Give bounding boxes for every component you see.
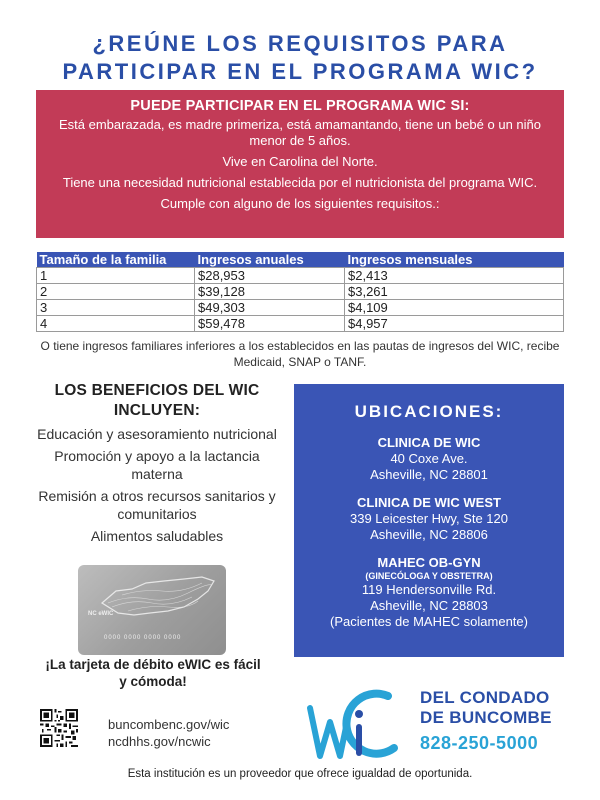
location-entry [294,435,564,483]
eligibility-item: Cumple con alguno de los siguientes requisitos.: [160,196,440,211]
table-cell: $2,413 [345,268,564,284]
locations-heading: UBICACIONES: [354,402,504,421]
benefit-item: Promoción y apoyo a la lactancia materna [54,448,260,482]
income-note: O tiene ingresos familiares inferiores a los establecidos en las pautas de ingresos del WIC, recibe Medicaid, SNAP o TANF. [40,339,560,369]
ewic-card-image [78,565,226,655]
locations-box [294,384,564,657]
eligibility-heading: PUEDE PARTICIPAR EN EL PROGRAMA WIC SI: [130,98,470,114]
location-address: 40 Coxe Ave. [390,451,468,466]
table-cell: $59,478 [195,316,345,332]
location-entry [294,555,564,630]
table-row [37,300,564,316]
eligibility-item: Está embarazada, es madre primeriza, está amamantando, tiene un bebé o un niño menor de 5 años. [58,117,541,148]
table-cell: $4,957 [345,316,564,332]
location-note: (Pacientes de MAHEC solamente) [330,614,528,629]
eligibility-item: Vive en Carolina del Norte. [222,154,378,169]
benefit-item: Remisión a otros recursos sanitarios y comunitarios [38,488,276,522]
benefits-heading: LOS BENEFICIOS DEL WIC INCLUYEN: [54,382,260,419]
phone-number[interactable]: 828-250-5000 [420,733,539,753]
location-name: CLINICA DE WIC WEST [357,495,501,510]
table-cell: $3,261 [345,284,564,300]
table-row [37,268,564,284]
page-title [0,30,600,86]
benefit-item: Alimentos saludables [90,528,224,544]
table-cell: $49,303 [195,300,345,316]
table-cell: 3 [37,300,195,316]
table-cell: 2 [37,284,195,300]
table-header-row [37,252,564,268]
table-cell: $39,128 [195,284,345,300]
location-name: CLINICA DE WIC [377,435,481,450]
location-city: Asheville, NC 28801 [370,467,488,482]
location-city: Asheville, NC 28806 [370,527,488,542]
column-header: Tamaño de la familia [37,252,195,268]
table-cell: 4 [37,316,195,332]
location-address: 119 Hendersonville Rd. [361,582,497,597]
table-row [37,316,564,332]
table-row [37,284,564,300]
county-line-2: DE BUNCOMBE [420,708,552,727]
table-cell: $28,953 [195,268,345,284]
location-entry [294,495,564,543]
table-cell: $4,109 [345,300,564,316]
benefit-item: Educación y asesoramiento nutricional [37,426,277,442]
wic-link[interactable]: buncombenc.gov/wic [108,717,230,732]
column-header: Ingresos mensuales [345,252,564,268]
column-header: Ingresos anuales [195,252,345,268]
eligibility-box [36,90,564,238]
web-links [108,716,229,750]
title-line-1: ¿REÚNE LOS REQUISITOS PARA [92,31,508,56]
county-name [420,688,552,728]
qr-code-icon[interactable] [40,709,78,747]
ncwic-link[interactable]: ncdhhs.gov/ncwic [108,734,211,749]
nc-map-graphic [98,573,218,619]
card-brand: NC eWIC [88,611,114,617]
footer-disclaimer: Esta institución es un proveedor que ofrece igualdad de oportunida. [127,768,473,780]
location-address: 339 Leicester Hwy, Ste 120 [349,511,508,526]
county-line-1: DEL CONDADO [420,688,550,707]
wic-logo-icon [306,678,418,768]
location-city: Asheville, NC 28803 [370,598,488,613]
table-cell: 1 [37,268,195,284]
location-subtitle: (GINECÓLOGA Y OBSTETRA) [365,571,493,581]
location-name: MAHEC OB-GYN [377,555,481,570]
income-table [36,252,564,332]
eligibility-item: Tiene una necesidad nutricional establecida por el nutricionista del programa WIC. [62,175,538,190]
benefits-section [36,381,278,549]
card-number: 0000 0000 0000 0000 [104,635,182,641]
title-line-2: PARTICIPAR EN EL PROGRAMA WIC? [62,59,538,84]
ewic-caption: ¡La tarjeta de débito eWIC es fácil y cómoda! [45,657,261,689]
